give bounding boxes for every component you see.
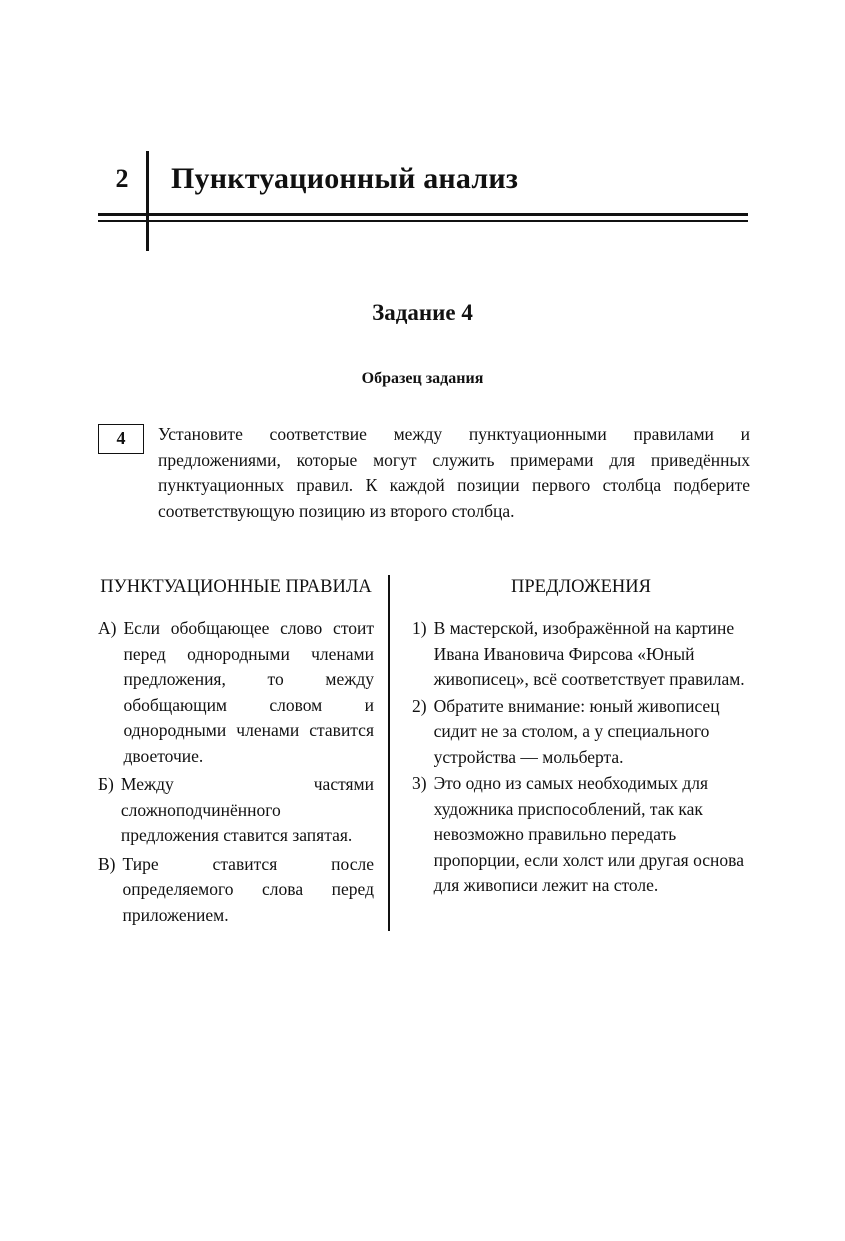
rule-marker: В) bbox=[98, 853, 116, 874]
task-number-box: 4 bbox=[98, 424, 144, 454]
rule-line-top bbox=[98, 213, 748, 216]
rule-line-bottom bbox=[98, 220, 748, 222]
rule-marker: Б) bbox=[98, 774, 114, 794]
chapter-vertical-rule bbox=[146, 151, 149, 251]
chapter-title: Пунктуационный анализ bbox=[171, 162, 519, 195]
list-item bbox=[412, 616, 750, 693]
task-heading: Задание 4 bbox=[372, 300, 473, 325]
sample-label: Образец задания bbox=[361, 370, 484, 387]
chapter-header bbox=[98, 155, 748, 211]
chapter-number: 2 bbox=[115, 164, 129, 193]
list-item bbox=[412, 694, 750, 771]
rule-text: Если обобщающее слово стоит перед однородными членами предложения, то между обобщающим словом и однородными членами ставится двоеточие. bbox=[123, 618, 374, 766]
sentence-marker: 3) bbox=[412, 773, 427, 793]
sentence-text: В мастерской, изображённой на картине Ивана Ивановича Фирсова «Юный живописец», всё соответствует правилам. bbox=[433, 618, 745, 689]
task-statement-block bbox=[98, 422, 750, 524]
rule-marker: А) bbox=[98, 618, 117, 638]
sentences-column-header: ПРЕДЛОЖЕНИЯ bbox=[511, 577, 651, 597]
rules-column bbox=[98, 575, 388, 931]
chapter-horizontal-rules bbox=[98, 213, 748, 222]
sentence-text: Это одно из самых необходимых для художника приспособлений, так как невозможно правильно передать пропорции, если холст или другая основа для живописи лежит на столе. bbox=[433, 773, 744, 895]
list-item bbox=[98, 616, 374, 769]
sentence-text: Обратите внимание: юный живописец сидит не за столом, а у специального устройства — мольберта. bbox=[433, 695, 720, 767]
rule-text: Между частями сложноподчинённого предложения ставится запятая. bbox=[120, 774, 374, 845]
sentence-marker: 1) bbox=[412, 618, 427, 638]
rules-column-header: ПУНКТУАЦИОННЫЕ ПРАВИЛА bbox=[100, 577, 372, 597]
rule-text: Тире ставится после определяемого слова перед приложением. bbox=[122, 853, 374, 925]
sentences-column bbox=[390, 575, 750, 931]
list-item bbox=[412, 771, 750, 899]
sentence-marker: 2) bbox=[412, 695, 427, 716]
matching-table bbox=[98, 575, 750, 931]
list-item bbox=[98, 852, 374, 929]
task-statement-text: Установите соответствие между пунктуационными правилами и предложениями, которые могут служить примерами для приведённых пунктуационных правил. К каждой позиции первого столбца подберите соответствующую позицию из второго столбца. bbox=[158, 424, 750, 521]
list-item bbox=[98, 772, 374, 849]
